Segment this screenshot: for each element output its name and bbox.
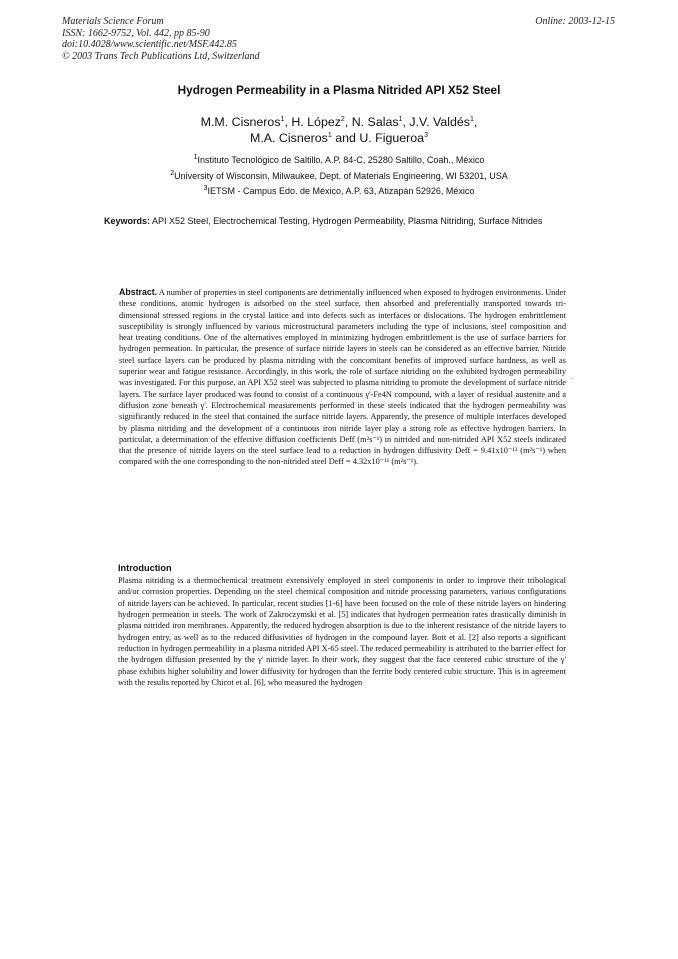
scan-speck xyxy=(572,378,573,379)
author-name: M.A. Cisneros xyxy=(250,131,328,145)
abstract-label: Abstract. xyxy=(119,287,158,297)
affiliation xyxy=(60,169,618,185)
doi-line: doi:10.4028/www.scientific.net/MSF.442.85 xyxy=(62,39,237,50)
keywords-label: Keywords: xyxy=(104,216,151,226)
paper-title: Hydrogen Permeability in a Plasma Nitrided API X52 Steel xyxy=(177,83,501,97)
author-affiliation-mark: 1 xyxy=(469,115,474,123)
author-name: U. Figueroa xyxy=(359,131,425,145)
keywords-text: API X52 Steel, Electrochemical Testing, Hydrogen Permeability, Plasma Nitriding, Surface Nitrides xyxy=(152,216,543,226)
author-affiliation-mark: 1 xyxy=(327,131,332,139)
online-date: Online: 2003-12-15 xyxy=(535,16,615,27)
author-list xyxy=(60,114,618,146)
issn-line: ISSN: 1662-9752, Vol. 442, pp 85-90 xyxy=(62,27,210,39)
author-affiliation-mark: 1 xyxy=(280,115,285,123)
author-name: M.M. Cisneros xyxy=(200,115,281,129)
affiliation-text: Instituto Tecnológico de Saltillo, A.P. 84-C, 25280 Saltillo, Coah., México xyxy=(197,155,485,165)
affiliation-text: IETSM - Campus Edo. de México, A.P. 63, Atizapán 52926, México xyxy=(207,186,475,197)
author-name: H. López xyxy=(291,115,341,129)
affiliation-number: 1 xyxy=(193,154,198,161)
author-name: N. Salas xyxy=(351,115,399,129)
keywords-block xyxy=(104,216,544,227)
affiliation-list xyxy=(60,153,618,200)
introduction-text: Plasma nitriding is a thermochemical treatment extensively employed in steel components in order to improve their tribological and/or corrosion properties. Depending on the steel chemical composition and nitride processing parameters, various configurations of nitride layers can be achieved. In particular, recent studies [1-6] have been focused on the role of these nitride layers on hindering hydrogen permeation in steels. The work of Zakroczymski et al. [5] indicates that hydrogen permeation rates drastically diminish in plasma nitrided iron membranes. Apparently, the reduced hydrogen absorption is due to the inherent resistance of the nitride layers to hydrogen entry, as well as to the reduced diffusivities of hydrogen in the compound layer. Bott et al. [2] also reports a significant reduction in hydrogen permeability in a plasma nitrided API X-65 steel. The reduced permeability is attributed to the barrier effect for the hydrogen diffusion presented by the γ' nitride layer. In their work, they suggest that the face centered cubic structure of the γ' phase exhibits higher solubility and lower diffusivity for hydrogen than the ferrite body centered cubic structure. This is in agreement with the results reported by Chicot et al. [6], who measured the hydrogen xyxy=(118,576,566,688)
author-affiliation-mark: 1 xyxy=(398,115,403,123)
affiliation-number: 2 xyxy=(170,169,175,177)
affiliation xyxy=(60,153,618,169)
author-line-2 xyxy=(60,130,618,146)
authors-joiner: and xyxy=(335,131,356,145)
copyright-line: © 2003 Trans Tech Publications Ltd, Switzerland xyxy=(62,50,260,62)
affiliation-number: 3 xyxy=(203,185,208,193)
author-name: J.V. Valdés xyxy=(409,115,470,129)
abstract-text: A number of properties in steel components are detrimentally influenced when exposed to hydrogen environments. Under these conditions, atomic hydrogen is adsorbed on the steel surface, then absorbed and preferentially transported towards tri-dimensional stressed regions in the crystal lattice and into defects such as interfaces or dislocations. The hydrogen embrittlement susceptibility is strongly influenced by various microstructural parameters including the type of inclusions, steel composition and heat treating conditions. One of the alternatives employed in minimizing hydrogen embrittlement is the use of surface barriers for hydrogen permeation. In particular, the presence of surface nitride layers in steels can be considered as an effective barrier. Nitride steel surface layers can be produced by plasma nitriding with the concomitant benefits of improved surface hardness, as well as superior wear and fatigue resistance. Accordingly, in this work, the role of surface nitriding on the exhibited hydrogen permeability was investigated. For this purpose, an API X52 steel was subjected to plasma nitriding to promote the development of surface nitride layers. The surface layer produced was found to consist of a continuous γ'-Fe4N compound, with a layer of residual austenite and a diffusion zone beneath γ'. Electrochemical measurements performed in these steels indicated that the hydrogen permeability was significantly reduced in the steel that contained the surface nitride layers. Apparently, the presence of multiple interfaces developed by plasma nitriding and the development of a continuous iron nitride layer play a strong role as effective hydrogen barriers. In particular, a determination of the effective diffusion coefficients Deff (m²s⁻¹) in nitrided and non-nitrided API X52 steels indicated that the presence of nitride layers on the steel surface lead to a reduction in hydrogen diffusivity Deff = 9.41x10⁻¹² (m²s⁻¹) when compared with the one corresponding to the non-nitrided steel Deff = 4.32x10⁻¹¹ (m²s⁻¹). xyxy=(119,288,566,467)
author-affiliation-mark: 2 xyxy=(340,115,345,123)
author-affiliation-mark: 3 xyxy=(424,131,428,139)
abstract-block xyxy=(119,287,566,468)
affiliation-text: University of Wisconsin, Milwaukee, Dept. of Materials Engineering, WI 53201, USA xyxy=(174,170,508,181)
introduction-heading: Introduction xyxy=(118,563,172,573)
affiliation xyxy=(60,184,618,200)
journal-header xyxy=(62,16,442,62)
journal-name: Materials Science Forum xyxy=(62,16,164,27)
author-line-1: M.M. Cisneros$^1$, H. López$^2$, N. Salas$^1$, J.V. Valdés$^1$, xyxy=(200,115,478,129)
